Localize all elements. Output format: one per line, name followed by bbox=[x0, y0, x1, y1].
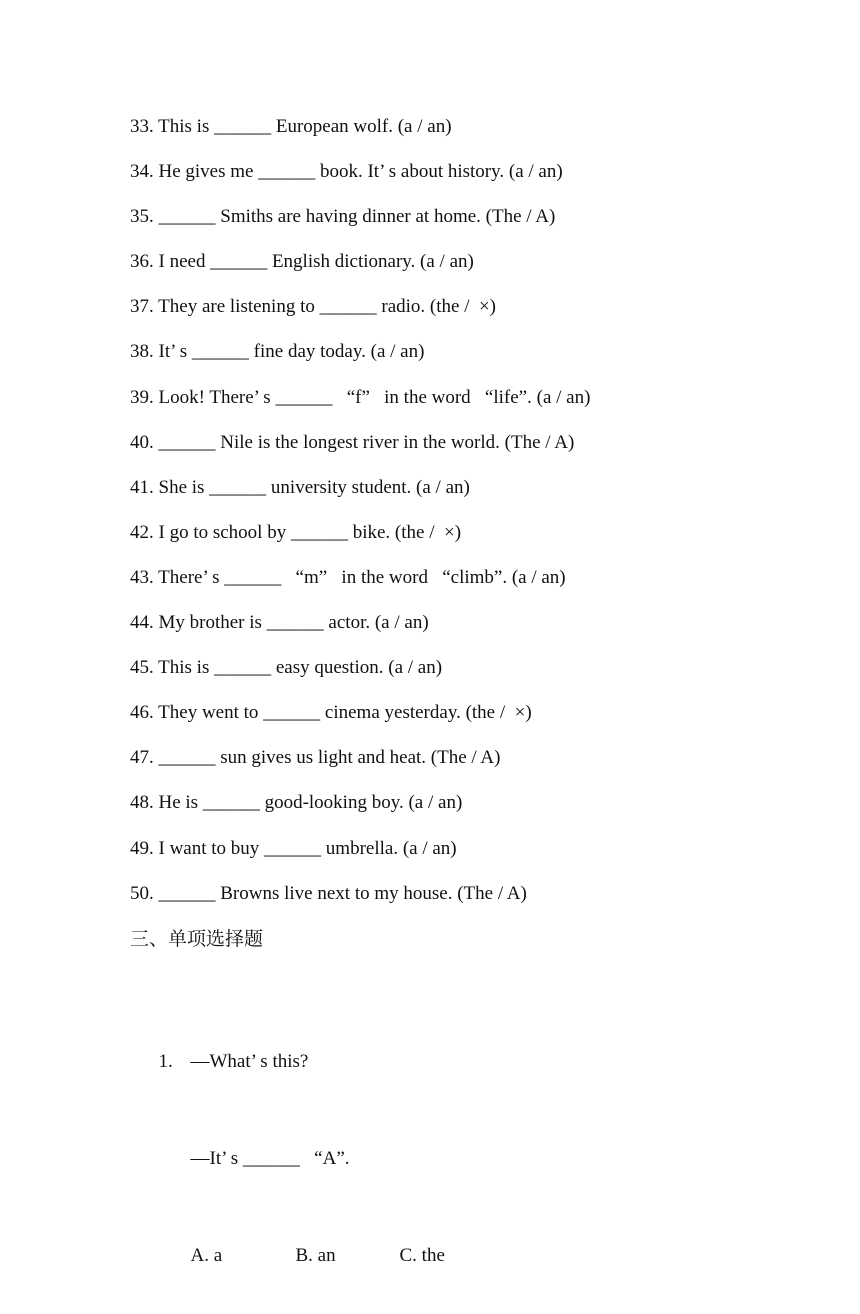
dialogue-line-2: —It’ s ______ “A”. bbox=[190, 1148, 350, 1169]
question-40: 40. ______ Nile is the longest river in the world. (The / A) bbox=[130, 431, 575, 453]
question-43: 43. There’ s ______ “m” in the word “climb”. (a / an) bbox=[130, 566, 566, 588]
question-50: 50. ______ Browns live next to my house. (The / A) bbox=[130, 882, 527, 904]
question-answer-line bbox=[130, 1120, 445, 1169]
question-prompt-line bbox=[130, 1023, 445, 1072]
question-49: 49. I want to buy ______ umbrella. (a / an) bbox=[130, 837, 457, 859]
question-35: 35. ______ Smiths are having dinner at home. (The / A) bbox=[130, 206, 556, 228]
question-47: 47. ______ sun gives us light and heat. (The / A) bbox=[130, 747, 501, 769]
question-44: 44. My brother is ______ actor. (a / an) bbox=[130, 612, 429, 634]
fill-in-question-list bbox=[130, 114, 590, 926]
question-33: 33. This is ______ European wolf. (a / an) bbox=[130, 116, 452, 137]
option-b: B. an bbox=[295, 1245, 336, 1266]
question-46: 46. They went to ______ cinema yesterday. (the / ×) bbox=[130, 702, 532, 724]
dialogue-line-1: —What’ s this? bbox=[190, 1051, 309, 1072]
option-c: C. the bbox=[399, 1245, 445, 1266]
question-37: 37. They are listening to ______ radio. (the / ×) bbox=[130, 296, 497, 318]
question-36: 36. I need ______ English dictionary. (a / an) bbox=[130, 251, 474, 273]
question-38: 38. It’ s ______ fine day today. (a / an) bbox=[130, 341, 425, 363]
question-48: 48. He is ______ good-looking boy. (a / an) bbox=[130, 792, 463, 814]
question-34: 34. He gives me ______ book. It’ s about history. (a / an) bbox=[130, 161, 563, 183]
multiple-choice-question-1 bbox=[130, 971, 445, 1314]
option-a: A. a bbox=[190, 1245, 223, 1266]
question-42: 42. I go to school by ______ bike. (the / ×) bbox=[130, 521, 462, 543]
question-45: 45. This is ______ easy question. (a / an) bbox=[130, 657, 443, 679]
question-number: 1. bbox=[158, 1051, 173, 1072]
question-41: 41. She is ______ university student. (a / an) bbox=[130, 476, 470, 498]
answer-options bbox=[130, 1217, 445, 1266]
section-title: 三、单项选择题 bbox=[130, 928, 264, 950]
question-39: 39. Look! There’ s ______ “f” in the word “life”. (a / an) bbox=[130, 386, 591, 408]
